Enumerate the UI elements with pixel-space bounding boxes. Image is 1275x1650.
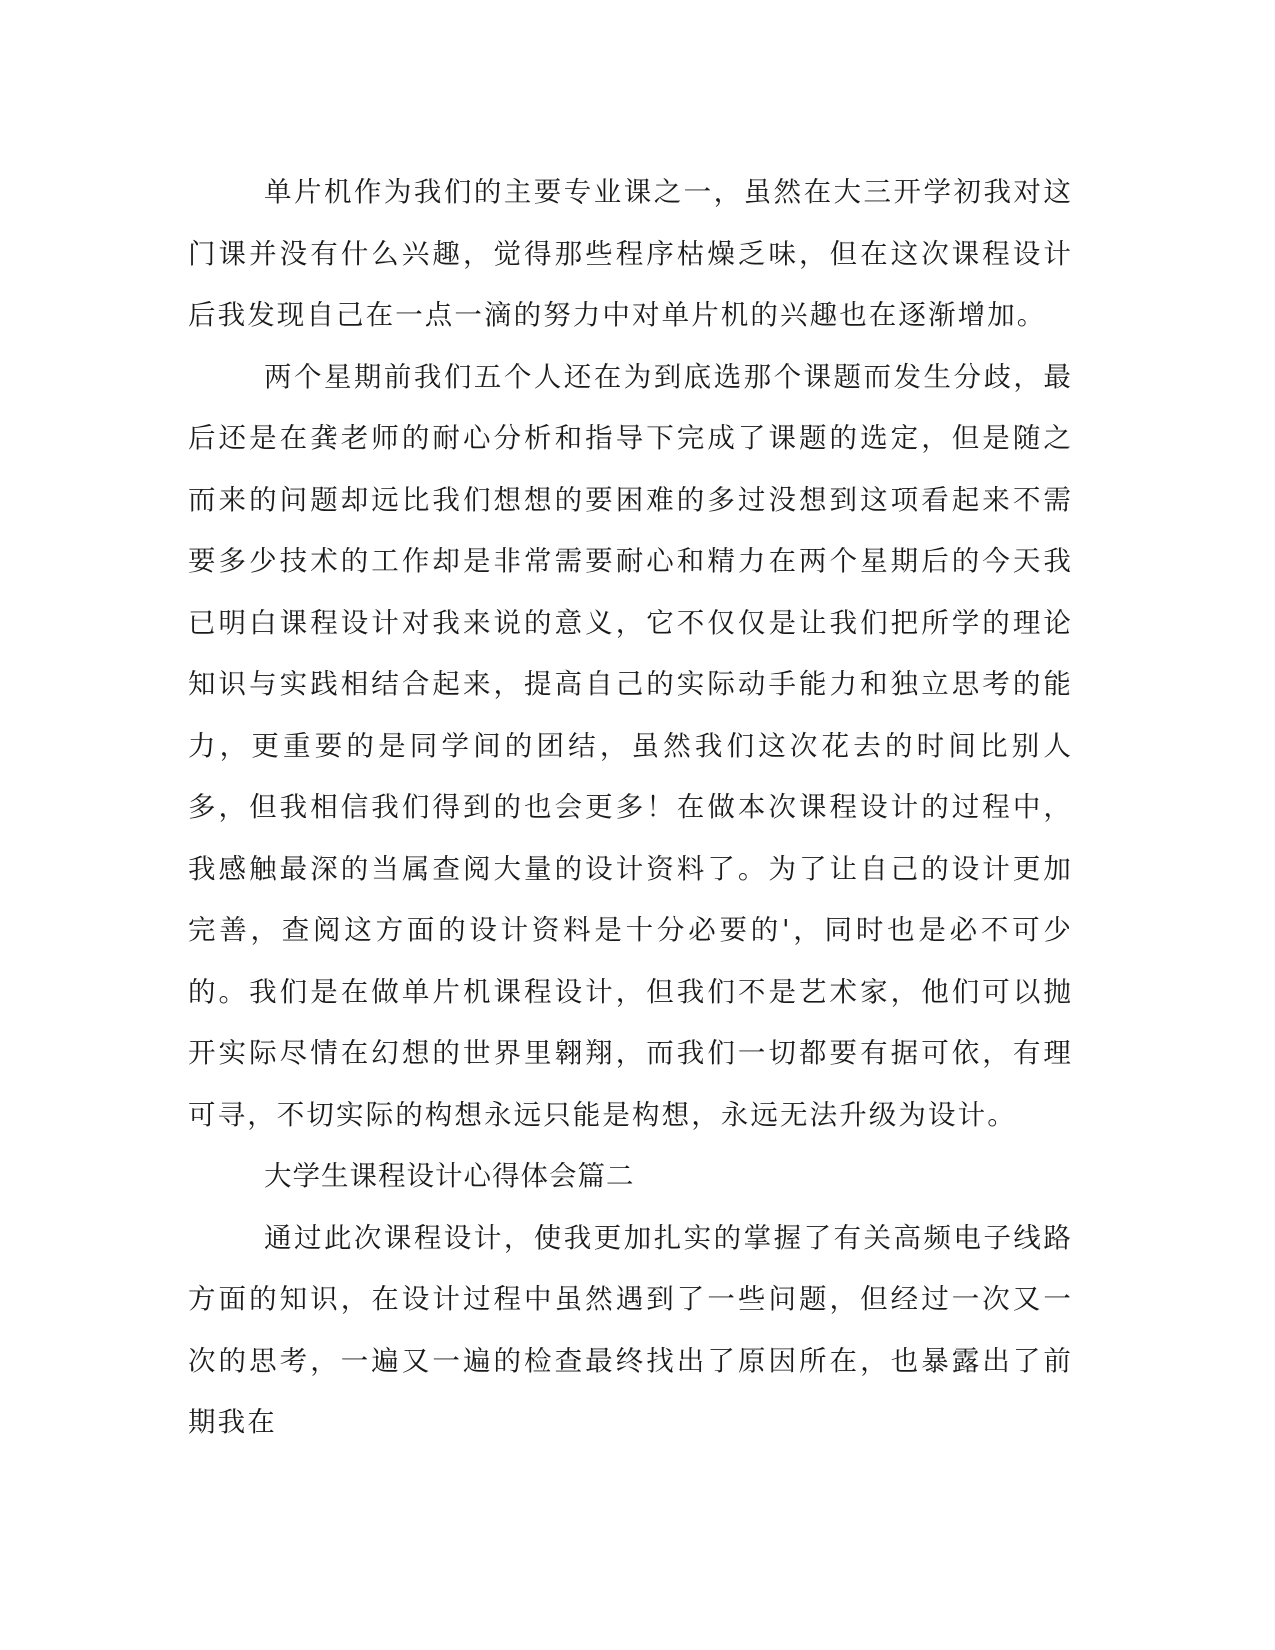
- document-body: [188, 162, 1073, 1454]
- section-heading: 大学生课程设计心得体会篇二: [264, 1160, 635, 1192]
- paragraph: 两个星期前我们五个人还在为到底选那个课题而发生分歧，最后还是在龚老师的耐心分析和指导下完成了课题的选定，但是随之而来的问题却远比我们想想的要困难的多过没想到这项看起来不需要多少技术的工作却是非常需要耐心和精力在两个星期后的今天我已明白课程设计对我来说的意义，它不仅仅是让我们把所学的理论知识与实践相结合起来，提高自己的实际动手能力和独立思考的能力，更重要的是同学间的团结，虽然我们这次花去的时间比别人多，但我相信我们得到的也会更多！在做本次课程设计的过程中，我感触最深的当属查阅大量的设计资料了。为了让自己的设计更加完善，查阅这方面的设计资料是十分必要的'，同时也是必不可少的。我们是在做单片机课程设计，但我们不是艺术家，他们可以抛开实际尽情在幻想的世界里翱翔，而我们一切都要有据可依，有理可寻，不切实际的构想永远只能是构想，永远无法升级为设计。: [188, 360, 1073, 1131]
- paragraph: 通过此次课程设计，使我更加扎实的掌握了有关高频电子线路方面的知识，在设计过程中虽然遇到了一些问题，但经过一次又一次的思考，一遍又一遍的检查最终找出了原因所在，也暴露出了前期我在: [188, 1221, 1073, 1438]
- paragraph: 单片机作为我们的主要专业课之一，虽然在大三开学初我对这门课并没有什么兴趣，觉得那些程序枯燥乏味，但在这次课程设计后我发现自己在一点一滴的努力中对单片机的兴趣也在逐渐增加。: [188, 176, 1073, 331]
